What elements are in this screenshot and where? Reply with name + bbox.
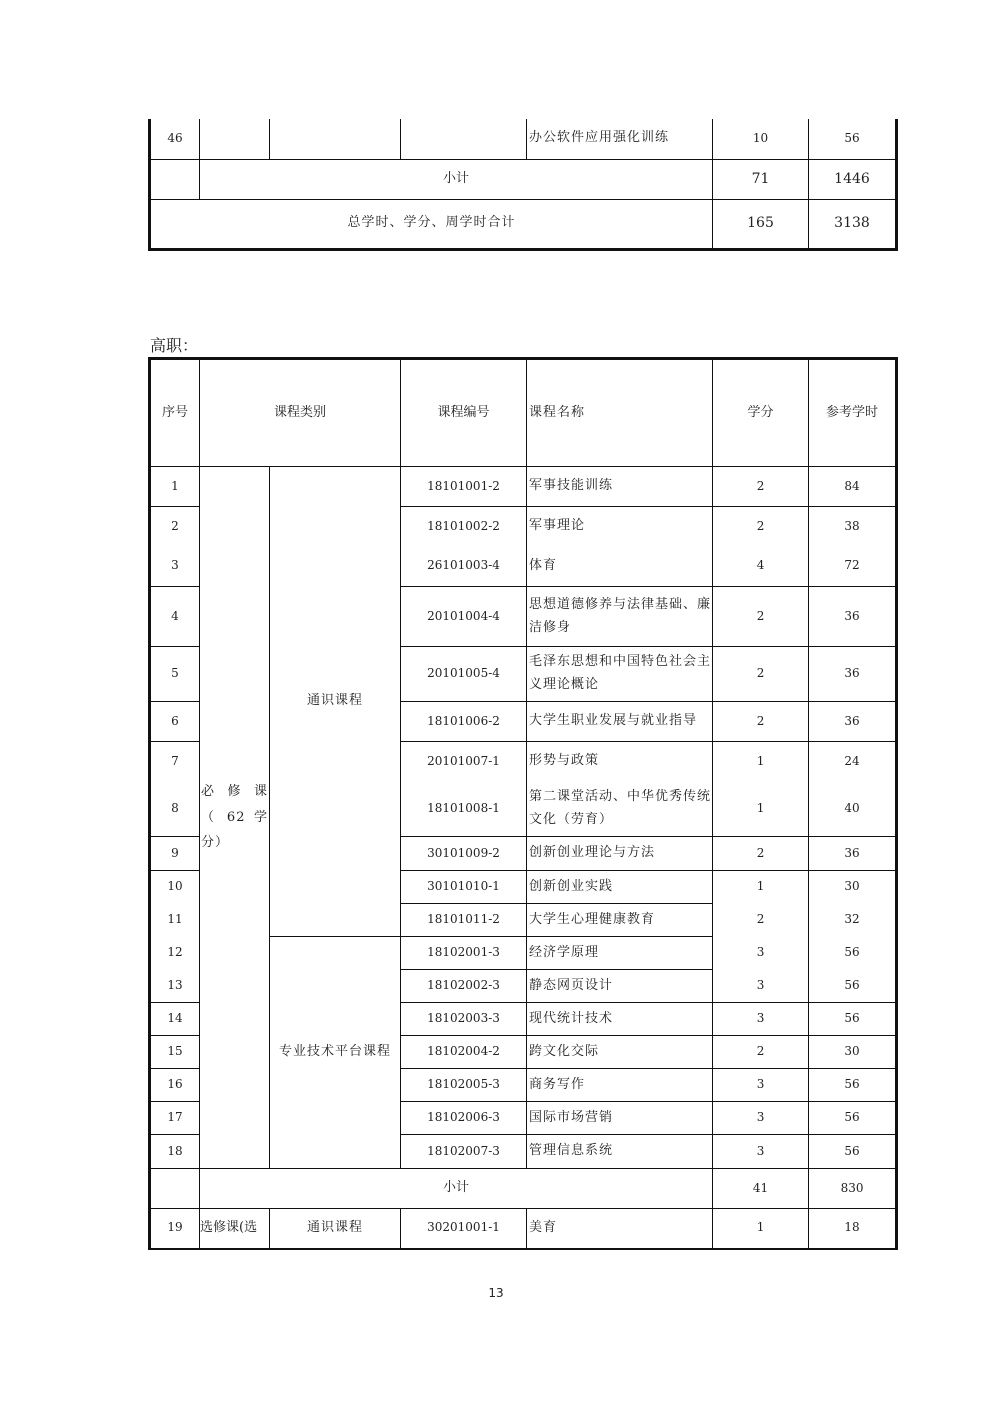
row-number: 3 (150, 547, 200, 587)
row-number: 4 (150, 587, 200, 647)
course-name: 第二课堂活动、中华优秀传统文化（劳育） (527, 782, 713, 837)
course-name: 商务写作 (527, 1069, 713, 1102)
course-code: 18102002-3 (401, 970, 527, 1003)
row-number: 11 (150, 904, 200, 937)
course-name: 经济学原理 (527, 937, 713, 970)
hours: 56 (809, 119, 897, 159)
hours: 56 (809, 1069, 897, 1102)
credit: 3 (713, 1003, 809, 1036)
general-course-category: 通识课程 (270, 1209, 401, 1249)
subtotal-label: 小计 (200, 1169, 713, 1209)
hours: 40 (809, 782, 897, 837)
subtotal-credit: 71 (713, 159, 809, 199)
hours: 84 (809, 467, 897, 507)
hours: 56 (809, 1102, 897, 1135)
credit: 2 (713, 837, 809, 871)
row-number: 7 (150, 742, 200, 782)
hours: 56 (809, 937, 897, 970)
row-number: 13 (150, 970, 200, 1003)
row-number: 46 (150, 119, 200, 159)
course-name: 军事技能训练 (527, 467, 713, 507)
course-name: 大学生职业发展与就业指导 (527, 702, 713, 742)
header-row (150, 359, 897, 467)
row-number: 1 (150, 467, 200, 507)
credit: 3 (713, 1102, 809, 1135)
empty-cell (150, 1169, 200, 1209)
general-course-category: 通识课程 (270, 467, 401, 937)
credit: 2 (713, 507, 809, 547)
course-code: 18102006-3 (401, 1102, 527, 1135)
course-plan-table (148, 357, 898, 1250)
credit: 10 (713, 119, 809, 159)
course-name: 跨文化交际 (527, 1036, 713, 1069)
hours: 56 (809, 970, 897, 1003)
row-number: 9 (150, 837, 200, 871)
hours: 30 (809, 871, 897, 904)
course-code: 18102003-3 (401, 1003, 527, 1036)
course-code: 18101008-1 (401, 782, 527, 837)
course-code: 20101005-4 (401, 647, 527, 702)
row-number: 12 (150, 937, 200, 970)
credit: 1 (713, 1209, 809, 1249)
credit: 3 (713, 1135, 809, 1169)
course-code: 20101004-4 (401, 587, 527, 647)
empty-cell (270, 119, 401, 159)
row-number: 10 (150, 871, 200, 904)
table-row (150, 119, 897, 159)
hours: 56 (809, 1135, 897, 1169)
row-number: 19 (150, 1209, 200, 1249)
subtotal-label: 小计 (200, 159, 713, 199)
credit: 2 (713, 647, 809, 702)
credit: 1 (713, 742, 809, 782)
course-code: 30201001-1 (401, 1209, 527, 1249)
elective-course-category: 选修课(选 (200, 1209, 270, 1249)
subtotal-hours: 830 (809, 1169, 897, 1209)
credit: 4 (713, 547, 809, 587)
credit: 2 (713, 1036, 809, 1069)
header-category: 课程类别 (200, 359, 401, 467)
hours: 30 (809, 1036, 897, 1069)
course-name: 大学生心理健康教育 (527, 904, 713, 937)
empty-cell (401, 119, 527, 159)
course-name: 体育 (527, 547, 713, 587)
hours: 36 (809, 647, 897, 702)
course-code: 18101011-2 (401, 904, 527, 937)
course-name: 管理信息系统 (527, 1135, 713, 1169)
course-name: 思想道德修养与法律基础、廉洁修身 (527, 587, 713, 647)
course-name: 形势与政策 (527, 742, 713, 782)
course-name: 创新创业理论与方法 (527, 837, 713, 871)
subtotal-row (150, 159, 897, 199)
course-code: 18101001-2 (401, 467, 527, 507)
hours: 36 (809, 587, 897, 647)
row-number: 2 (150, 507, 200, 547)
course-name: 军事理论 (527, 507, 713, 547)
empty-cell (200, 119, 270, 159)
credit: 3 (713, 937, 809, 970)
course-name: 美育 (527, 1209, 713, 1249)
total-hours: 3138 (809, 199, 897, 249)
course-name: 办公软件应用强化训练 (527, 119, 713, 159)
row-number: 6 (150, 702, 200, 742)
course-code: 18102007-3 (401, 1135, 527, 1169)
course-code: 26101003-4 (401, 547, 527, 587)
course-name: 静态网页设计 (527, 970, 713, 1003)
row-number: 18 (150, 1135, 200, 1169)
header-credit: 学分 (713, 359, 809, 467)
course-code: 18102001-3 (401, 937, 527, 970)
section-label: 高职： (150, 336, 199, 355)
hours: 56 (809, 1003, 897, 1036)
course-code: 18101002-2 (401, 507, 527, 547)
credit: 2 (713, 467, 809, 507)
subtotal-hours: 1446 (809, 159, 897, 199)
credit: 3 (713, 1069, 809, 1102)
hours: 72 (809, 547, 897, 587)
credit: 3 (713, 970, 809, 1003)
course-name: 国际市场营销 (527, 1102, 713, 1135)
credit: 2 (713, 904, 809, 937)
course-code: 30101010-1 (401, 871, 527, 904)
subtotal-credit: 41 (713, 1169, 809, 1209)
platform-course-category: 专业技术平台课程 (270, 937, 401, 1169)
total-label: 总学时、学分、周学时合计 (150, 199, 713, 249)
hours: 18 (809, 1209, 897, 1249)
credit: 1 (713, 782, 809, 837)
course-name: 创新创业实践 (527, 871, 713, 904)
header-no: 序号 (150, 359, 200, 467)
hours: 32 (809, 904, 897, 937)
total-row (150, 199, 897, 249)
row-number: 17 (150, 1102, 200, 1135)
hours: 24 (809, 742, 897, 782)
course-name: 现代统计技术 (527, 1003, 713, 1036)
course-code: 18102004-2 (401, 1036, 527, 1069)
header-hours: 参考学时 (809, 359, 897, 467)
header-name: 课程名称 (527, 359, 713, 467)
table-row (150, 467, 897, 507)
credit: 2 (713, 587, 809, 647)
course-code: 18101006-2 (401, 702, 527, 742)
course-code: 30101009-2 (401, 837, 527, 871)
course-code: 18102005-3 (401, 1069, 527, 1102)
table-row (150, 1209, 897, 1249)
row-number: 14 (150, 1003, 200, 1036)
credit: 1 (713, 871, 809, 904)
course-name: 毛泽东思想和中国特色社会主义理论概论 (527, 647, 713, 702)
course-code: 20101007-1 (401, 742, 527, 782)
page-number: 13 (488, 1286, 504, 1300)
hours: 36 (809, 837, 897, 871)
continued-course-table (148, 119, 898, 251)
row-number: 15 (150, 1036, 200, 1069)
credit: 2 (713, 702, 809, 742)
subtotal-row (150, 1169, 897, 1209)
empty-cell (150, 159, 200, 199)
row-number: 8 (150, 782, 200, 837)
row-number: 5 (150, 647, 200, 702)
header-code: 课程编号 (401, 359, 527, 467)
hours: 36 (809, 702, 897, 742)
total-credit: 165 (713, 199, 809, 249)
hours: 38 (809, 507, 897, 547)
required-course-category: 必 修 课 （ 62 学 分） (200, 467, 270, 1169)
row-number: 16 (150, 1069, 200, 1102)
